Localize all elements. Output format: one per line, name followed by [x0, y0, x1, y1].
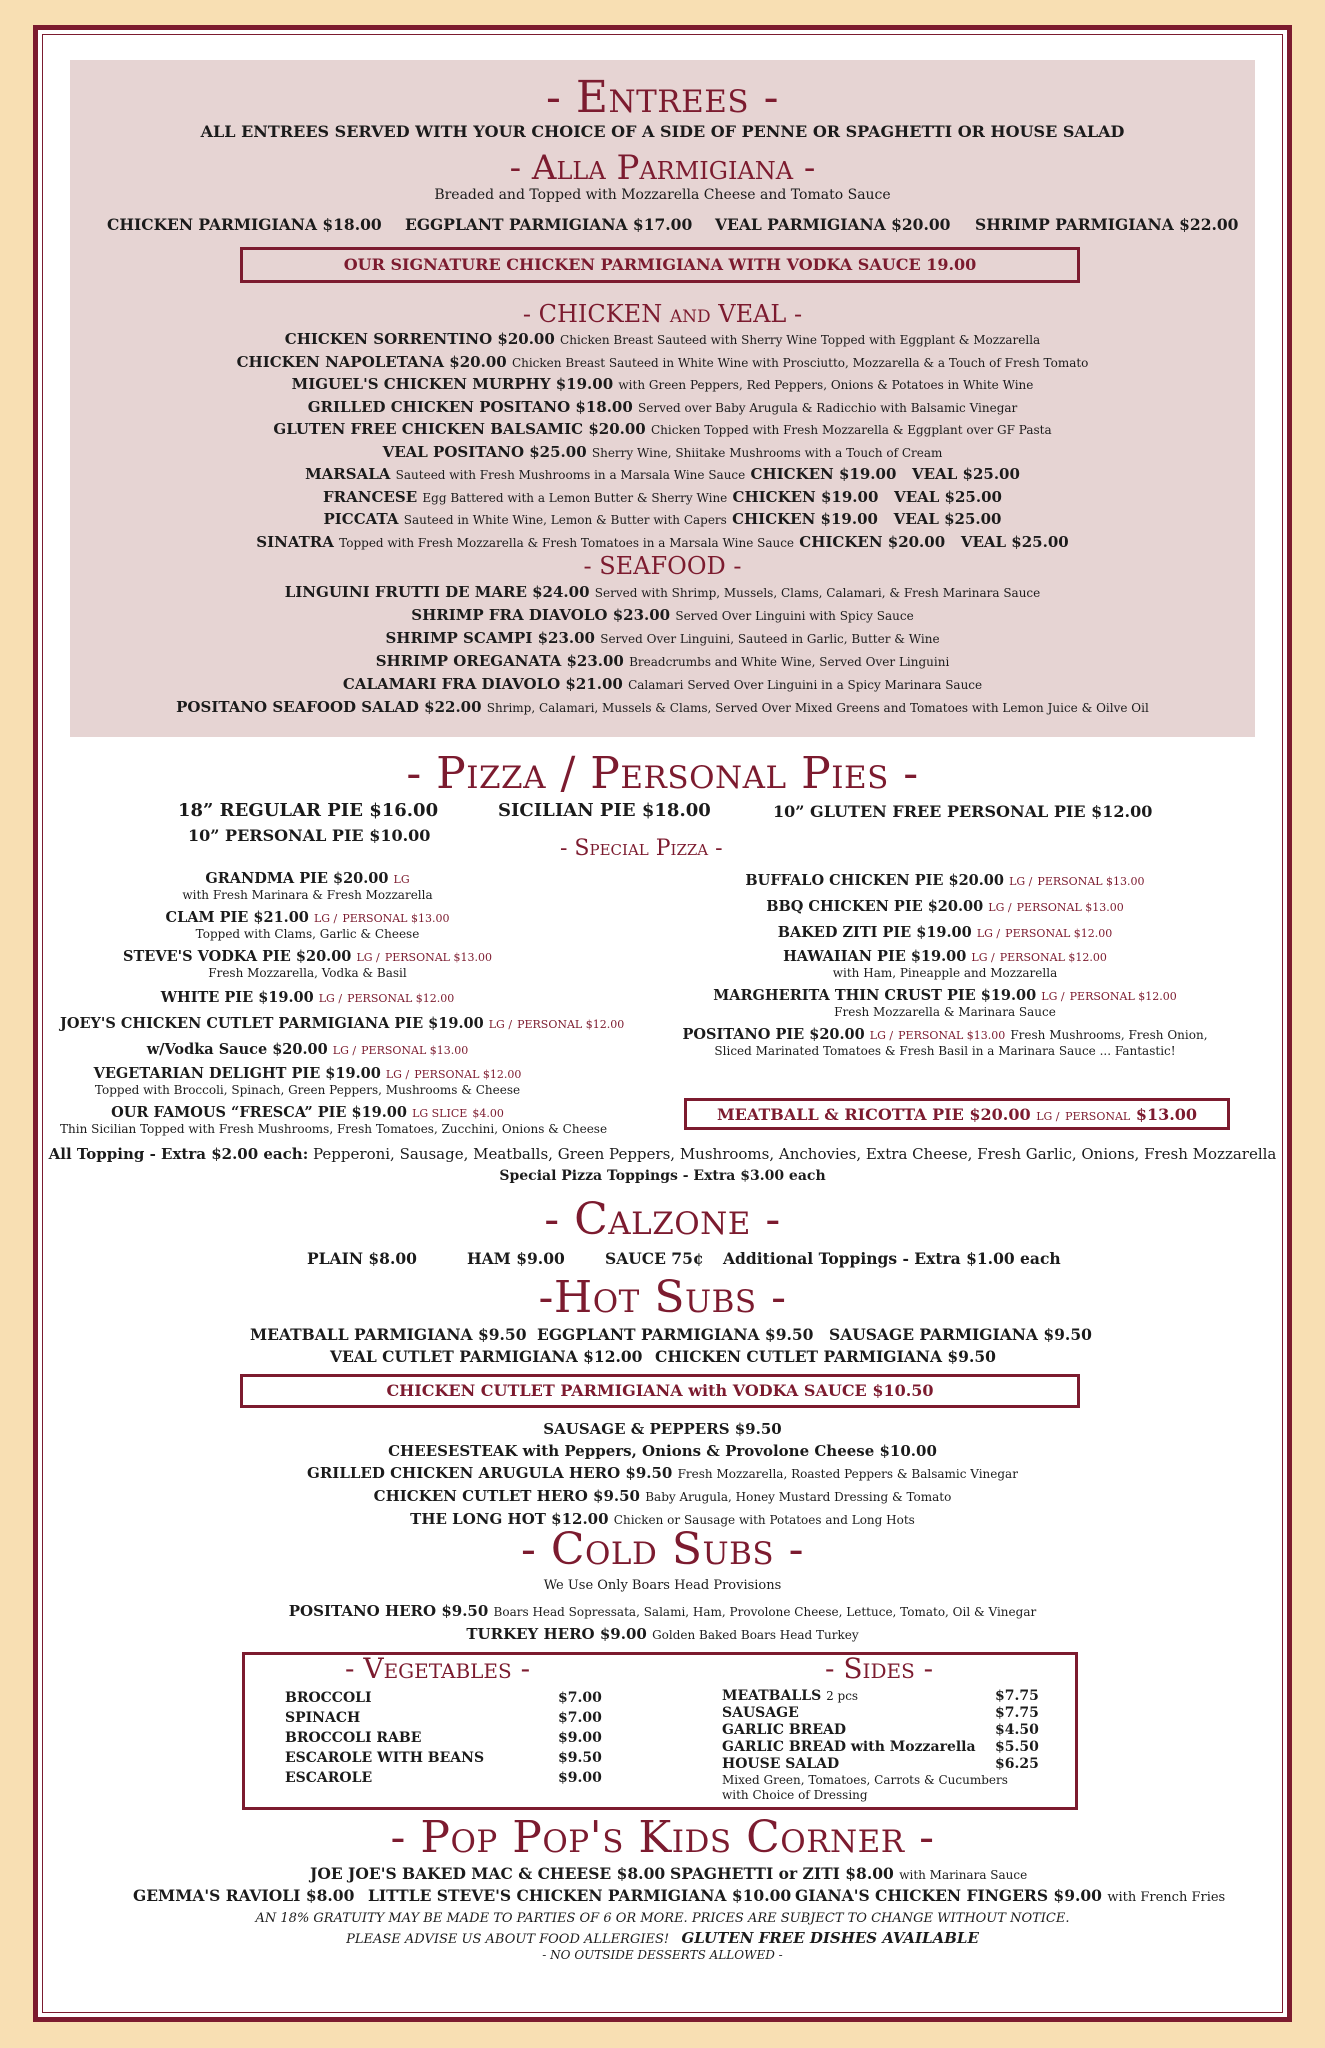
menu-item-name: SHRIMP FRA DIAVOLO $23.00: [411, 606, 671, 624]
seafood-list: [42, 581, 1283, 719]
special-pizza-right: [660, 864, 1230, 1059]
menu-item-desc: Boars Head Sopressata, Salami, Ham, Provolone Cheese, Lettuce, Tomato, Oil & Vinegar: [493, 1605, 1037, 1619]
kids-title: - Pop Pop's Kids Corner -: [390, 1812, 935, 1863]
pizza-item-lg: LG /: [356, 951, 380, 964]
kids-item-name: GIANA'S CHICKEN FINGERS $9.00: [795, 1886, 1102, 1905]
menu-item-price: CHICKEN $19.00 VEAL $25.00: [732, 510, 1002, 528]
menu-item-desc: Baby Arugula, Honey Mustard Dressing & Tomato: [645, 1490, 952, 1504]
side-price: $6.25: [995, 1756, 1039, 1772]
pizza-item-personal: PERSONAL $13.00: [898, 1029, 1006, 1042]
hot-sub-item: CHICKEN CUTLET PARMIGIANA $9.50: [655, 1347, 996, 1366]
calzone-title: - Calzone -: [544, 1194, 781, 1245]
menu-item-name: GRILLED CHICKEN ARUGULA HERO $9.50: [307, 1464, 673, 1482]
footer-allergies: [42, 1929, 1283, 1947]
kids-item-desc: with French Fries: [1107, 1890, 1226, 1905]
calzone-ham: HAM $9.00: [467, 1249, 565, 1268]
hot-sub-item: VEAL CUTLET PARMIGIANA $12.00: [330, 1347, 643, 1366]
kids-item: [670, 1864, 1027, 1883]
vegetable-name: ESCAROLE WITH BEANS: [285, 1750, 485, 1766]
toppings-list: Pepperoni, Sausage, Meatballs, Green Peppers, Mushrooms, Anchovies, Extra Cheese, Fresh Garlic, Onions, Fresh Mozzarella: [313, 1145, 1277, 1163]
cold-subs-list: [42, 1600, 1283, 1646]
chicken-veal-list: [42, 329, 1283, 554]
meatball-ricotta-box: [684, 1098, 1230, 1130]
calzone-plain: PLAIN $8.00: [307, 1249, 417, 1268]
meatball-ricotta-lg: LG /: [1036, 1110, 1060, 1123]
chicken-veal-item: [42, 487, 1283, 510]
toppings-label: All Topping - Extra $2.00 each:: [48, 1145, 309, 1163]
pizza-item-name: GRANDMA PIE $20.00: [205, 870, 389, 887]
side-name: MEATBALLS: [722, 1688, 822, 1704]
menu-item-desc: Served Over Linguini with Spicy Sauce: [675, 609, 914, 623]
vodka-cutlet-box: CHICKEN CUTLET PARMIGIANA with VODKA SAUCE $10.50: [240, 1374, 1080, 1408]
hot-sub-item: EGGPLANT PARMIGIANA $9.50: [537, 1325, 814, 1344]
pizza-item-name: STEVE'S VODKA PIE $20.00: [123, 948, 352, 965]
side-item: [722, 1705, 1042, 1722]
footer-allergies-text: PLEASE ADVISE US ABOUT FOOD ALLERGIES!: [346, 1932, 670, 1947]
menu-item-name: FRANCESE: [323, 487, 418, 506]
kids-item: [795, 1886, 1225, 1905]
pizza-item-name: CLAM PIE $21.00: [165, 909, 309, 926]
menu-item-name: SINATRA: [256, 532, 334, 551]
pizza-item-lg: LG: [393, 873, 410, 886]
pizza-item-name: OUR FAMOUS “FRESCA” PIE $19.00: [111, 1104, 407, 1121]
vegetables-list: [285, 1690, 615, 1790]
pizza-item: [60, 1104, 555, 1122]
pizza-item-name: WHITE PIE $19.00: [160, 989, 314, 1006]
pizza-item-personal: PERSONAL $13.00: [1016, 901, 1124, 914]
hot-sub-item: SAUSAGE PARMIGIANA $9.50: [829, 1325, 1092, 1344]
pizza-item-personal: PERSONAL $13.00: [361, 1044, 469, 1057]
pizza-item: [60, 1041, 555, 1059]
menu-item-price: CHICKEN $19.00 VEAL $25.00: [732, 487, 1002, 506]
special-pizza-left: [60, 864, 625, 1137]
parm-item: EGGPLANT PARMIGIANA $17.00: [405, 215, 693, 234]
pizza-item-personal: PERSONAL $12.00: [1005, 927, 1113, 940]
pizza-item-desc: Fresh Mozzarella, Vodka & Basil: [208, 966, 407, 980]
pizza-item-extra: Fresh Mushrooms, Fresh Onion,: [1010, 1028, 1208, 1042]
pizza-item-personal: $4.00: [472, 1107, 504, 1120]
menu-item-name: MARSALA: [305, 465, 391, 483]
pizza-item-desc: with Ham, Pineapple and Mozzarella: [832, 966, 1058, 980]
menu-item-desc: Served with Shrimp, Mussels, Clams, Calamari, & Fresh Marinara Sauce: [594, 586, 1041, 600]
menu-item-desc: Topped with Fresh Mozzarella & Fresh Tomatoes in a Marsala Wine Sauce: [339, 535, 795, 550]
side-item: [722, 1688, 1042, 1705]
side-price: $7.75: [995, 1688, 1039, 1704]
hot-sub-item: [42, 1418, 1283, 1440]
chicken-veal-item: [42, 352, 1283, 375]
pizza-item: [60, 909, 555, 927]
seafood-item: [42, 581, 1283, 604]
pizza-item-name: BUFFALO CHICKEN PIE $20.00: [745, 872, 1004, 889]
side-price: $5.50: [995, 1739, 1039, 1755]
entrees-subtitle: ALL ENTREES SERVED WITH YOUR CHOICE OF A SIDE OF PENNE OR SPAGHETTI OR HOUSE SALAD: [200, 122, 1125, 141]
house-salad-desc: Mixed Green, Tomatoes, Carrots & Cucumbers: [722, 1773, 1008, 1787]
vegetable-name: BROCCOLI RABE: [285, 1730, 422, 1746]
menu-item-desc: Golden Baked Boars Head Turkey: [652, 1628, 859, 1642]
menu-item-name: MIGUEL'S CHICKEN MURPHY $19.00: [291, 375, 614, 393]
menu-item-name: POSITANO SEAFOOD SALAD $22.00: [176, 698, 482, 716]
vegetable-item: [285, 1730, 615, 1750]
menu-item-desc: Sherry Wine, Shiitake Mushrooms with a Touch of Cream: [591, 445, 943, 460]
gluten-free-pie: 10” GLUTEN FREE PERSONAL PIE $12.00: [773, 802, 1153, 821]
sides-title: - Sides -: [825, 1652, 934, 1685]
pizza-item: [60, 948, 555, 966]
pizza-item-personal: PERSONAL $12.00: [347, 992, 455, 1005]
cold-subs-title: - Cold Subs -: [520, 1524, 804, 1575]
chicken-veal-item: [42, 397, 1283, 420]
pizza-item-lg: LG /: [385, 1068, 410, 1081]
sicilian-pie: SICILIAN PIE $18.00: [498, 800, 711, 821]
pizza-item-name: BAKED ZITI PIE $19.00: [777, 924, 972, 941]
signature-box: OUR SIGNATURE CHICKEN PARMIGIANA WITH VODKA SAUCE 19.00: [240, 247, 1080, 283]
sides-list: [722, 1688, 1042, 1803]
pizza-item-desc: with Fresh Marinara & Fresh Mozzarella: [182, 888, 433, 902]
menu-item-name: GLUTEN FREE CHICKEN BALSAMIC $20.00: [273, 420, 646, 438]
menu-item-desc: Sauteed with Fresh Mushrooms in a Marsala Wine Sauce: [395, 468, 746, 482]
entrees-title: - Entrees -: [546, 72, 779, 123]
menu-item-desc: Chicken or Sausage with Potatoes and Long Hots: [613, 1513, 915, 1527]
kids-item-desc: with Marinara Sauce: [899, 1868, 1028, 1882]
menu-item-desc: Egg Battered with a Lemon Butter & Sherry Wine: [422, 490, 728, 505]
pizza-item-lg: LG /: [488, 1018, 513, 1031]
chicken-veal-item: [42, 442, 1283, 465]
meatball-ricotta-name: MEATBALL & RICOTTA PIE $20.00: [716, 1105, 1031, 1124]
meatball-ricotta-price: $13.00: [1135, 1105, 1198, 1124]
pizza-item-lg: LG /: [313, 912, 338, 925]
seafood-item: [42, 627, 1283, 650]
kids-item-name: SPAGHETTI or ZITI $8.00: [670, 1864, 894, 1883]
chicken-veal-item: [42, 464, 1283, 487]
vegetable-name: SPINACH: [285, 1710, 361, 1726]
side-note: 2 pcs: [826, 1689, 859, 1703]
pizza-item-name: w/Vodka Sauce $20.00: [146, 1041, 328, 1058]
menu-item-price: CHICKEN $20.00 VEAL $25.00: [799, 532, 1069, 551]
kids-item: LITTLE STEVE'S CHICKEN PARMIGIANA $10.00: [368, 1886, 792, 1905]
seafood-item: [42, 696, 1283, 719]
side-name: GARLIC BREAD with Mozzarella: [722, 1739, 976, 1755]
seafood-item: [42, 604, 1283, 627]
side-name: SAUSAGE: [722, 1705, 799, 1721]
pizza-item-personal: PERSONAL $12.00: [414, 1068, 522, 1081]
pizza-item-desc: Topped with Broccoli, Spinach, Green Peppers, Mushrooms & Cheese: [94, 1083, 521, 1097]
menu-item-name: CHICKEN NAPOLETANA $20.00: [236, 352, 507, 371]
chicken-veal-item: [42, 509, 1283, 532]
chicken-veal-title: - CHICKEN and VEAL -: [522, 300, 803, 328]
seafood-title: - SEAFOOD -: [583, 552, 742, 580]
pizza-item-desc: Thin Sicilian Topped with Fresh Mushrooms, Fresh Tomatoes, Zucchini, Onions & Cheese: [60, 1122, 608, 1136]
personal-pie: 10” PERSONAL PIE $10.00: [188, 826, 431, 845]
pizza-item-personal: PERSONAL $13.00: [384, 951, 492, 964]
footer-no-desserts: - NO OUTSIDE DESSERTS ALLOWED -: [542, 1948, 783, 1962]
menu-item-desc: Served over Baby Arugula & Radicchio with Balsamic Vinegar: [638, 400, 1018, 415]
pizza-item-lg: LG /: [318, 992, 343, 1005]
parm-item: CHICKEN PARMIGIANA $18.00: [107, 215, 382, 234]
pizza-item: [660, 898, 1230, 916]
pizza-item-lg: LG /: [971, 951, 995, 964]
menu-item-desc: Breadcrumbs and White Wine, Served Over Linguini: [629, 655, 950, 669]
vegetable-price: $9.00: [558, 1730, 602, 1746]
kids-item: GEMMA'S RAVIOLI $8.00: [133, 1886, 355, 1905]
chicken-veal-item: [42, 419, 1283, 442]
pizza-item: [660, 948, 1230, 966]
side-item: [722, 1756, 1042, 1773]
menu-item-desc: Chicken Breast Sauteed in White Wine with Prosciutto, Mozzarella & a Touch of Fresh Tomato: [511, 355, 1089, 370]
pizza-item-name: VEGETARIAN DELIGHT PIE $19.00: [93, 1065, 381, 1082]
cold-sub-item: [42, 1600, 1283, 1623]
menu-item-name: TURKEY HERO $9.00: [466, 1625, 647, 1643]
parmigiana-title: - Alla Parmigiana -: [509, 148, 816, 188]
side-item: [722, 1722, 1042, 1739]
pizza-item-lg: LG /: [332, 1044, 357, 1057]
pizza-item: [60, 1065, 555, 1083]
pizza-item-lg: LG /: [1009, 875, 1033, 888]
vegetable-name: BROCCOLI: [285, 1690, 372, 1706]
pizza-item-name: BBQ CHICKEN PIE $20.00: [766, 898, 984, 915]
pizza-item-personal: PERSONAL $12.00: [1069, 990, 1177, 1003]
seafood-item: [42, 650, 1283, 673]
menu-item-desc: Chicken Breast Sauteed with Sherry Wine Topped with Eggplant & Mozzarella: [560, 333, 1041, 347]
pizza-item: [660, 872, 1230, 890]
menu-item-name: CALAMARI FRA DIAVOLO $21.00: [342, 675, 623, 693]
menu-item-name: LINGUINI FRUTTI DE MARE $24.00: [284, 583, 590, 601]
pizza-item-name: MARGHERITA THIN CRUST PIE $19.00: [713, 987, 1037, 1004]
seafood-item: [42, 673, 1283, 696]
chicken-veal-item: [42, 374, 1283, 397]
calzone-sauce: SAUCE 75¢: [605, 1249, 704, 1268]
pizza-title: - Pizza / Personal Pies -: [406, 748, 919, 799]
vegetable-item: [285, 1710, 615, 1730]
pizza-item-lg: LG SLICE: [412, 1107, 468, 1120]
kids-item: JOE JOE'S BAKED MAC & CHEESE $8.00: [310, 1864, 666, 1883]
menu-item-name: CHICKEN SORRENTINO $20.00: [284, 330, 555, 348]
pizza-item-lg: LG /: [976, 927, 1001, 940]
menu-item-desc: Chicken Topped with Fresh Mozzarella & Eggplant over GF Pasta: [650, 423, 1052, 437]
pizza-item-personal: PERSONAL $13.00: [1037, 875, 1145, 888]
regular-pie: 18” REGULAR PIE $16.00: [178, 800, 439, 821]
menu-item-name: THE LONG HOT $12.00: [410, 1510, 609, 1528]
pizza-item-desc: Sliced Marinated Tomatoes & Fresh Basil in a Marinara Sauce ... Fantastic!: [714, 1044, 1176, 1058]
pizza-item: [660, 1026, 1230, 1044]
parm-item: VEAL PARMIGIANA $20.00: [715, 215, 951, 234]
cold-sub-item: [42, 1623, 1283, 1646]
menu-item-name: GRILLED CHICKEN POSITANO $18.00: [307, 397, 633, 416]
menu-item-desc: Fresh Mozzarella, Roasted Peppers & Balsamic Vinegar: [677, 1467, 1018, 1481]
vegetable-item: [285, 1770, 615, 1790]
menu-item-name: VEAL POSITANO $25.00: [382, 442, 587, 461]
hot-sub-item: [42, 1485, 1283, 1508]
side-price: $7.75: [995, 1705, 1039, 1721]
menu-item-desc: Sauteed in White Wine, Lemon & Butter with Capers: [403, 513, 727, 527]
side-name: GARLIC BREAD: [722, 1722, 847, 1738]
side-name: HOUSE SALAD: [722, 1756, 840, 1772]
vegetables-title: - Vegetables -: [345, 1652, 531, 1685]
meatball-ricotta-personal: PERSONAL: [1065, 1110, 1131, 1123]
pizza-item-desc: Fresh Mozzarella & Marinara Sauce: [834, 1005, 1056, 1019]
pizza-item: [60, 870, 555, 888]
menu-item-name: PICCATA: [323, 510, 399, 528]
vegetable-price: $7.00: [558, 1690, 602, 1706]
pizza-item: [660, 987, 1230, 1005]
toppings-line: [42, 1145, 1283, 1163]
hot-sub-item: [42, 1462, 1283, 1485]
footer-gluten-free: GLUTEN FREE DISHES AVAILABLE: [681, 1929, 979, 1947]
cold-subs-note: We Use Only Boars Head Provisions: [543, 1578, 782, 1593]
special-toppings: Special Pizza Toppings - Extra $3.00 each: [499, 1168, 826, 1184]
menu-item-desc: Calamari Served Over Linguini in a Spicy Marinara Sauce: [628, 678, 983, 692]
vegetable-price: $7.00: [558, 1710, 602, 1726]
menu-item-price: CHICKEN $19.00 VEAL $25.00: [750, 465, 1020, 483]
chicken-veal-item: [42, 329, 1283, 352]
footer-gratuity: AN 18% GRATUITY MAY BE MADE TO PARTIES OF 6 OR MORE. PRICES ARE SUBJECT TO CHANGE WITHOUT NOTICE.: [255, 1911, 1070, 1926]
calzone-additional: Additional Toppings - Extra $1.00 each: [723, 1249, 1061, 1268]
hot-sub-item: [42, 1440, 1283, 1462]
pizza-item-personal: PERSONAL $12.00: [517, 1018, 625, 1031]
pizza-item: [60, 989, 555, 1007]
vegetable-price: $9.50: [558, 1750, 602, 1766]
hot-subs-list: [42, 1418, 1283, 1531]
vegetable-item: [285, 1690, 615, 1710]
menu-item-name: CHICKEN CUTLET HERO $9.50: [373, 1487, 640, 1505]
pizza-item-lg: LG /: [988, 901, 1012, 914]
menu-item-name: POSITANO HERO $9.50: [288, 1602, 489, 1620]
menu-item-desc: Shrimp, Calamari, Mussels & Clams, Served Over Mixed Greens and Tomatoes with Lemon Juice & Oilve Oil: [486, 701, 1149, 715]
pizza-item-lg: LG /: [1041, 990, 1065, 1003]
menu-item-name: CHEESESTEAK with Peppers, Onions & Provolone Cheese $10.00: [388, 1442, 937, 1460]
vegetable-item: [285, 1750, 615, 1770]
pizza-item: [60, 1015, 625, 1033]
menu-item-desc: Served Over Linguini, Sauteed in Garlic, Butter & Wine: [600, 632, 940, 646]
pizza-item-desc: Topped with Clams, Garlic & Cheese: [195, 927, 420, 941]
pizza-item-personal: PERSONAL $12.00: [999, 951, 1107, 964]
side-item: [722, 1739, 1042, 1756]
pizza-item-lg: LG /: [869, 1029, 894, 1042]
pizza-item: [660, 924, 1230, 942]
special-pizza-title: - Special Pizza -: [560, 836, 723, 861]
hot-subs-title: -Hot Subs -: [538, 1272, 787, 1323]
hot-sub-item: MEATBALL PARMIGIANA $9.50: [250, 1325, 527, 1344]
chicken-veal-item: [42, 532, 1283, 555]
menu-item-name: SAUSAGE & PEPPERS $9.50: [543, 1420, 782, 1438]
vegetable-name: ESCAROLE: [285, 1770, 373, 1786]
house-salad-desc: with Choice of Dressing: [722, 1788, 868, 1802]
pizza-item-name: JOEY'S CHICKEN CUTLET PARMIGIANA PIE $19.00: [60, 1015, 484, 1032]
parmigiana-desc: Breaded and Topped with Mozzarella Cheese and Tomato Sauce: [434, 187, 891, 203]
parm-item: SHRIMP PARMIGIANA $22.00: [975, 215, 1239, 234]
vegetable-price: $9.00: [558, 1770, 602, 1786]
menu-item-name: SHRIMP SCAMPI $23.00: [385, 629, 595, 647]
pizza-item-name: POSITANO PIE $20.00: [682, 1026, 865, 1043]
pizza-item-personal: PERSONAL $13.00: [342, 912, 450, 925]
pizza-item-name: HAWAIIAN PIE $19.00: [783, 948, 967, 965]
side-price: $4.50: [995, 1722, 1039, 1738]
menu-item-desc: with Green Peppers, Red Peppers, Onions & Potatoes in White Wine: [618, 378, 1034, 392]
menu-item-name: SHRIMP OREGANATA $23.00: [375, 652, 624, 670]
